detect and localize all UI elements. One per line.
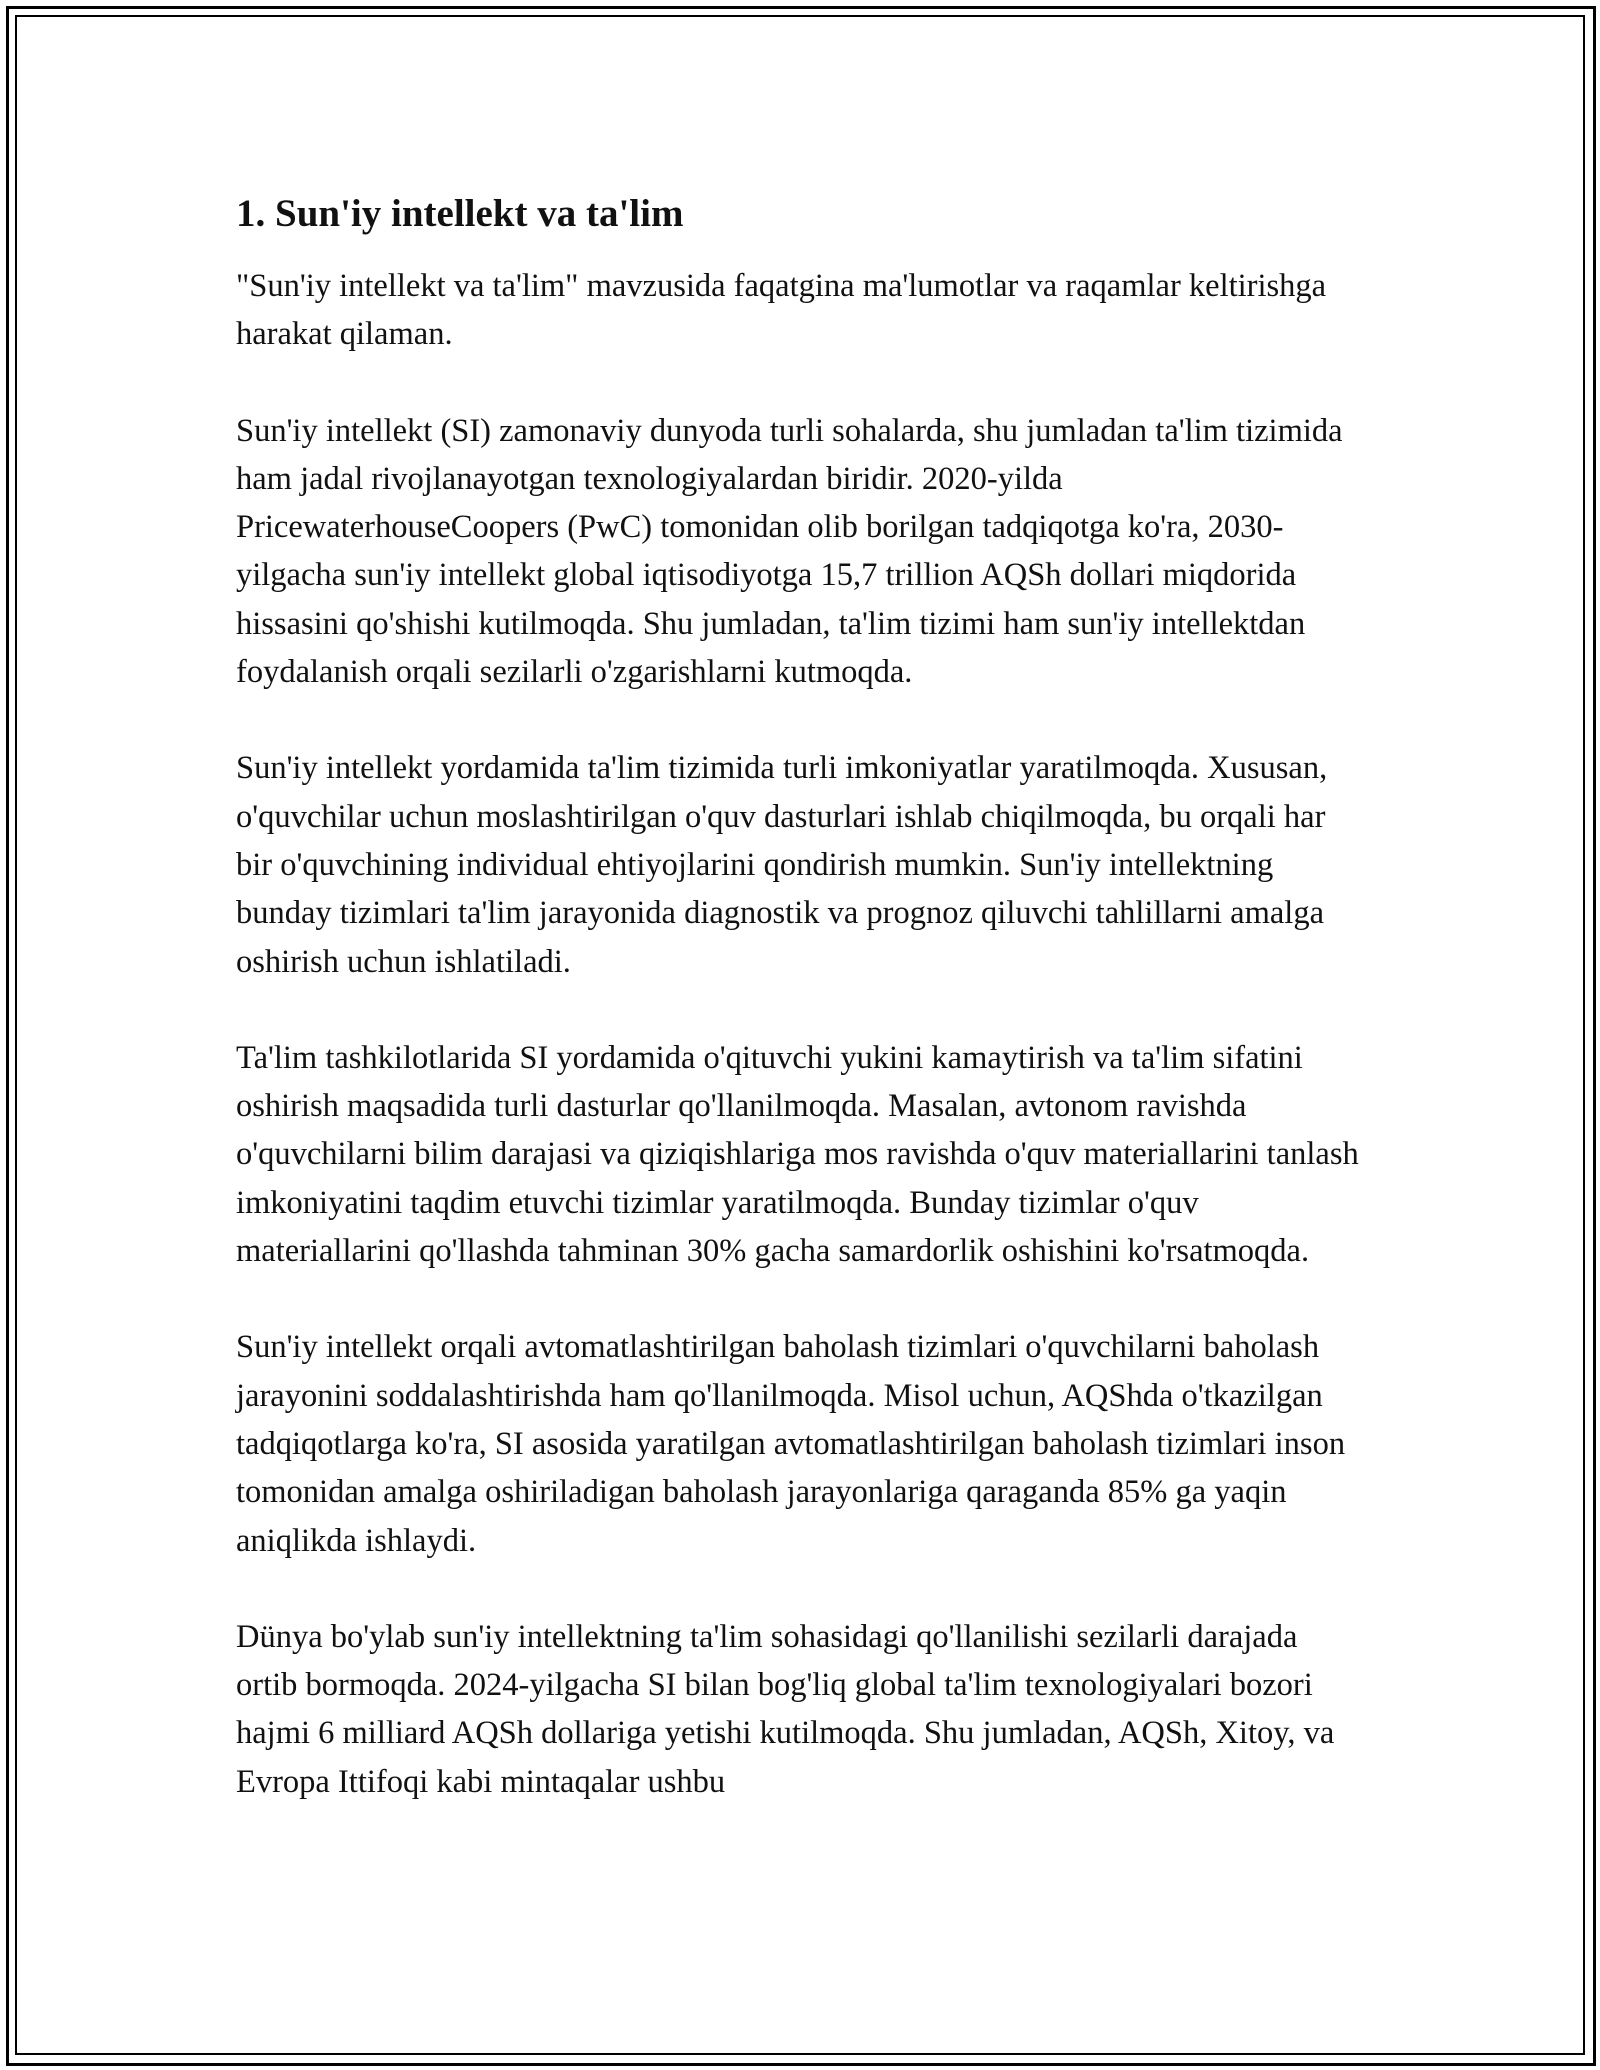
paragraph-intro: "Sun'iy intellekt va ta'lim" mavzusida faqatgina ma'lumotlar va raqamlar keltirishga harakat qilaman. xyxy=(236,268,1327,353)
paragraph-opportunities: Sun'iy intellekt yordamida ta'lim tizimida turli imkoniyatlar yaratilmoqda. Xususan, o'quvchilar uchun moslashtirilgan o'quv dasturlari ishlab chiqilmoqda, bu orqali har bir o'quvchining individual ehtiyojlarini qondirish mumkin. Sun'iy intellektning bunday tizimlari ta'lim jarayonida diagnostik va prognoz qiluvchi tahlillarni amalga oshirish uchun ishlatiladi. xyxy=(236,750,1328,980)
paragraph-assessment: Sun'iy intellekt orqali avtomatlashtirilgan baholash tizimlari o'quvchilarni baholash jarayonini soddalashtirishda ham qo'llanilmoqda. Misol uchun, AQShda o'tkazilgan tadqiqotlarga ko'ra, SI asosida yaratilgan avtomatlashtirilgan baholash tizimlari inson tomonidan amalga oshiriladigan baholash jarayonlariga qaraganda 85% ga yaqin aniqlikda ishlaydi. xyxy=(236,1329,1346,1559)
paragraph-overview: Sun'iy intellekt (SI) zamonaviy dunyoda turli sohalarda, shu jumladan ta'lim tizimida ham jadal rivojlanayotgan texnologiyalardan biridir. 2020-yilda PricewaterhouseCoopers (PwC) tomonidan olib borilgan tadqiqotga ko'ra, 2030-yilgacha sun'iy intellekt global iqtisodiyotga 15,7 trillion AQSh dollari miqdorida hissasini qo'shishi kutilmoqda. Shu jumladan, ta'lim tizimi ham sun'iy intellektdan foydalanish orqali sezilarli o'zgarishlarni kutmoqda. xyxy=(236,412,1343,691)
paragraph-teacher-workload: Ta'lim tashkilotlarida SI yordamida o'qituvchi yukini kamaytirish va ta'lim sifatini oshirish maqsadida turli dasturlar qo'llanilmoqda. Masalan, avtonom ravishda o'quvchilarni bilim darajasi va qiziqishlariga mos ravishda o'quv materiallarini tanlash imkoniyatini taqdim etuvchi tizimlar yaratilmoqda. Bunday tizimlar o'quv materiallarini qo'llashda tahminan 30% gacha samardorlik oshishini ko'rsatmoqda. xyxy=(236,1039,1359,1270)
section-heading: 1. Sun'iy intellekt va ta'lim xyxy=(236,192,684,235)
document-body xyxy=(236,190,1366,1854)
paragraph-global-market: Dünya bo'ylab sun'iy intellektning ta'lim sohasidagi qo'llanilishi sezilarli darajada ortib bormoqda. 2024-yilgacha SI bilan bog'liq global ta'lim texnologiyalari bozori hajmi 6 milliard AQSh dollariga yetishi kutilmoqda. Shu jumladan, AQSh, Xitoy, va Evropa Ittifoqi kabi mintaqalar ushbu xyxy=(236,1618,1335,1800)
